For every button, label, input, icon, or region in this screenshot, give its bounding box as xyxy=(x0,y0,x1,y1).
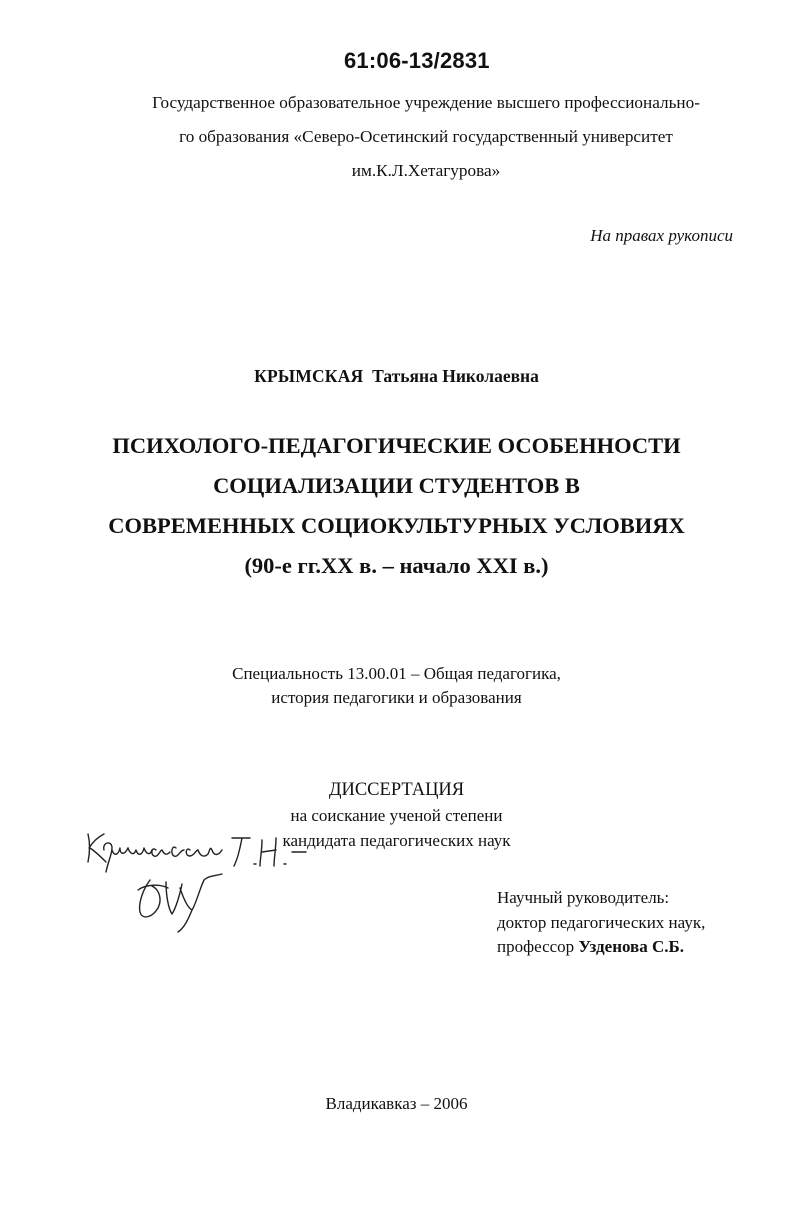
title-line: СОЦИАЛИЗАЦИИ СТУДЕНТОВ В xyxy=(213,473,580,498)
institution-name xyxy=(56,86,793,188)
author-given-names: Татьяна Николаевна xyxy=(372,366,539,386)
dissertation-title xyxy=(0,426,793,586)
supervisor-degree: доктор педагогических наук, xyxy=(497,912,706,932)
specialty-line: Специальность 13.00.01 – Общая педагогика, xyxy=(232,664,561,683)
institution-line: им.К.Л.Хетагурова» xyxy=(351,161,501,180)
title-line: ПСИХОЛОГО-ПЕДАГОГИЧЕСКИЕ ОСОБЕННОСТИ xyxy=(112,433,681,458)
dissertation-heading: ДИССЕРТАЦИЯ xyxy=(328,780,465,800)
supervisor-label: Научный руководитель: xyxy=(497,888,670,907)
title-line: СОВРЕМЕННЫХ СОЦИОКУЛЬТУРНЫХ УСЛОВИЯХ xyxy=(108,513,685,538)
supervisor-line xyxy=(497,935,705,960)
degree-line: кандидата педагогических наук xyxy=(282,831,511,850)
specialty xyxy=(0,662,793,710)
manuscript-note: На правах рукописи xyxy=(590,226,733,245)
scientific-supervisor xyxy=(497,886,705,960)
supervisor-title: профессор xyxy=(497,937,575,956)
catalog-code: 61:06-13/2831 xyxy=(344,48,490,73)
specialty-line: история педагогики и образования xyxy=(271,688,522,707)
degree-line: на соискание ученой степени xyxy=(290,806,503,825)
title-line: (90-е гг.XX в. – начало XXI в.) xyxy=(244,553,549,578)
institution-line: Государственное образовательное учреждение высшего профессионально- xyxy=(152,93,700,112)
author-name xyxy=(0,366,793,387)
city-year: Владикавказ – 2006 xyxy=(325,1094,468,1113)
handwritten-signature xyxy=(80,828,310,938)
author-surname: КРЫМСКАЯ xyxy=(254,366,364,386)
institution-line: го образования «Северо-Осетинский государственный университет xyxy=(179,127,673,146)
supervisor-name: Узденова С.Б. xyxy=(578,937,685,956)
